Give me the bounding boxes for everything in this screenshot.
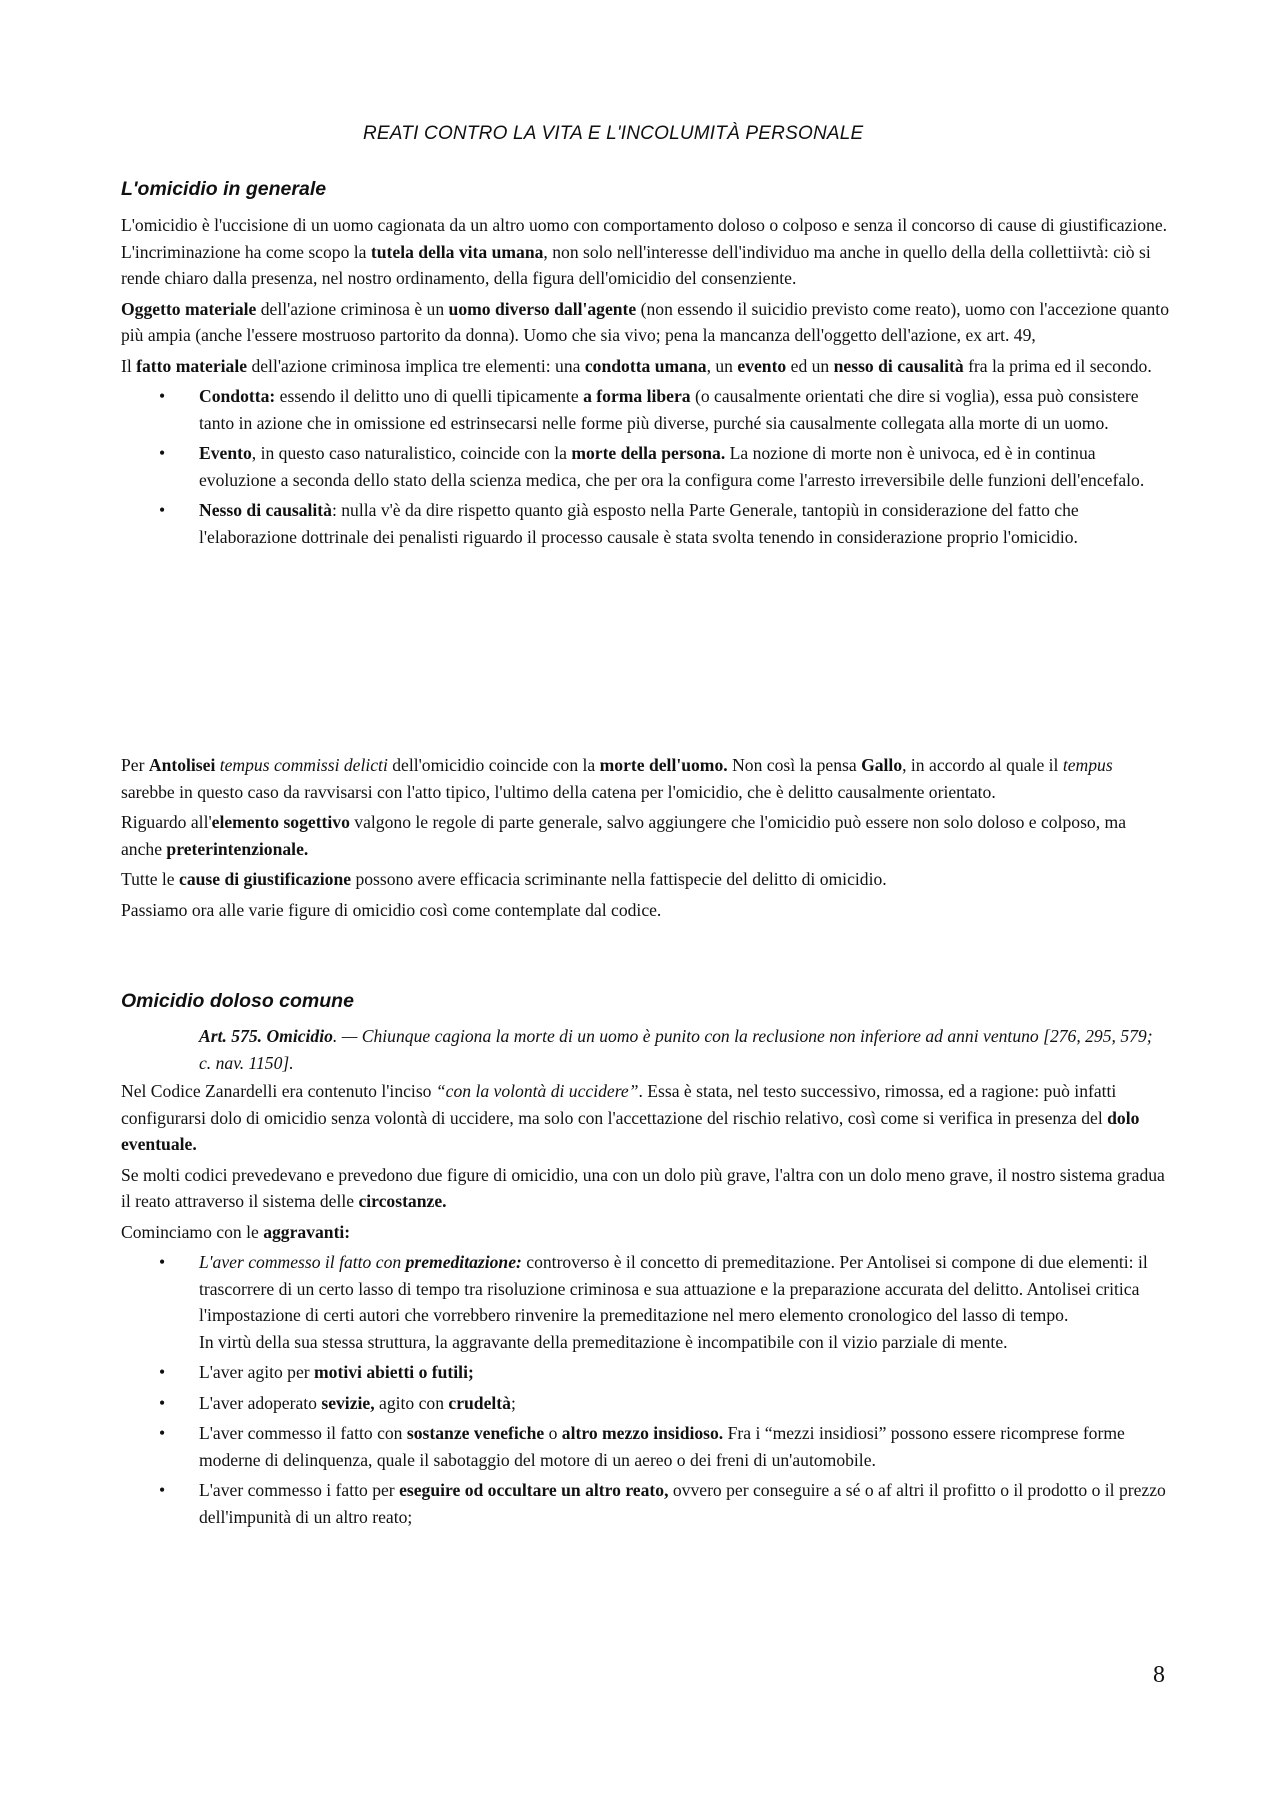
paragraph — [121, 809, 1169, 862]
list-item — [121, 497, 1169, 550]
list-item — [121, 1249, 1169, 1355]
section-general-body — [121, 212, 1169, 554]
running-head: REATI CONTRO LA VITA E L'INCOLUMITÀ PERSONALE — [363, 123, 864, 144]
text-run: Oggetto materiale — [121, 298, 257, 319]
text-run: Se molti codici prevedevano e prevedono due figure di omicidio, una con un dolo più grave, l'altra con un dolo meno grave, il nostro sistema gradua il reato attraverso il sistema delle — [121, 1164, 1165, 1211]
text-run: Passiamo ora alle varie figure di omicidio così come contemplate dal codice. — [121, 899, 662, 920]
text-run: L'aver commesso il fatto con — [199, 1423, 407, 1443]
text-run: a forma libera — [583, 386, 691, 406]
list-item — [121, 383, 1169, 436]
text-run: Fra i “mezzi insidiosi” possono essere ricomprese forme moderne di delinquenza, quale il sabotaggio del motore di un aereo o dei freni di un'automobile. — [199, 1423, 1125, 1470]
text-run: fra la prima ed il secondo. — [963, 355, 1152, 376]
text-run: valgono le regole di parte generale, salvo aggiungere che l'omicidio può essere non solo doloso e colposo, ma anche — [121, 812, 1126, 859]
text-run: (non essendo il suicidio previsto come reato), uomo con l'accezione quanto più ampia (anche l'essere mostruoso partorito da donna). Uomo che sia vivo; pena la mancanza dell'oggetto dell'azione, ex art. 49, — [121, 298, 1169, 345]
text-run: L'aver agito per — [199, 1362, 315, 1382]
text-run: Per — [121, 755, 149, 775]
paragraph — [121, 353, 1169, 380]
text-run: ed un — [786, 355, 834, 376]
text-run: Non così la pensa — [727, 755, 862, 775]
text-run: morte della persona. — [571, 443, 726, 463]
text-run: sostanze venefiche — [406, 1423, 545, 1443]
text-run: . Essa è stata, nel testo successivo, rimossa, ed a ragione: può infatti configurarsi dolo di omicidio senza volontà di uccidere, ma solo con l'accettazione del rischio relativo, così come si verifica in presenza del — [121, 1081, 1117, 1128]
text-run: Art. 575. Omicidio — [199, 1026, 333, 1046]
text-run: eseguire od occultare un altro reato, — [399, 1480, 669, 1500]
text-run: circostanze. — [358, 1191, 447, 1211]
text-run: Riguardo all' — [121, 812, 212, 832]
text-run: Condotta: — [199, 386, 276, 406]
text-run: In virtù della sua stessa struttura, la aggravante della premeditazione è incompatibile con il vizio parziale di mente. — [199, 1331, 1008, 1352]
text-run: uomo diverso dall'agente — [448, 298, 637, 319]
text-run: dell'omicidio coincide con la — [387, 755, 600, 775]
text-run: L'aver adoperato — [199, 1392, 322, 1413]
paragraph — [121, 1219, 1169, 1246]
text-run: Tutte le — [121, 869, 180, 889]
text-run: La nozione di morte non è univoca, ed è in continua evoluzione a seconda dello stato della scienza medica, che per ora la configura come l'arresto irreversibile delle funzioni dell'encefalo. — [199, 443, 1145, 490]
text-run: crudeltà — [448, 1392, 511, 1413]
text-run: o — [544, 1423, 562, 1443]
paragraph — [121, 752, 1169, 805]
bullet-list — [121, 383, 1169, 550]
page-number: 8 — [1153, 1662, 1165, 1688]
text-run: morte dell'uomo. — [599, 755, 728, 775]
text-run: controverso è il concetto di premeditazione. Per Antolisei si compone di due elementi: il trascorrere di un certo lasso di tempo tra risoluzione criminosa e sua attuazione e la preparazione accurata del delitto. Antolisei critica l'impostazione di certi autori che vorrebbero rinvenire la premeditazione nel mero elemento cronologico del lasso di tempo. — [199, 1252, 1148, 1325]
text-run: premeditazione: — [405, 1252, 522, 1272]
list-item — [121, 1477, 1169, 1530]
document-page — [121, 0, 1169, 1811]
text-run: Cominciamo con le — [121, 1221, 264, 1242]
text-run: “con la volontà di uccidere” — [435, 1081, 639, 1101]
text-run: evento — [737, 355, 787, 376]
text-run: motivi abietti o futili; — [314, 1362, 474, 1382]
text-run: Evento — [199, 443, 252, 463]
text-run: aggravanti: — [263, 1221, 351, 1242]
text-run: dolo eventuale. — [121, 1107, 1140, 1154]
text-run: ; — [510, 1392, 516, 1413]
text-run: Il — [121, 355, 137, 376]
text-run: elemento sogettivo — [211, 812, 350, 832]
text-run: dell'azione criminosa è un — [256, 298, 449, 319]
text-run: Antolisei — [148, 755, 216, 775]
text-run: nesso di causalità — [833, 355, 964, 376]
bullet-list-aggravanti — [121, 1249, 1169, 1530]
text-run: , in accordo al quale il — [902, 755, 1063, 775]
paragraph — [121, 897, 1169, 924]
text-run: tutela della vita umana — [370, 241, 544, 262]
paragraph — [121, 1162, 1169, 1215]
text-run: tempus commissi delicti — [219, 755, 388, 775]
text-run: Nel Codice Zanardelli era contenuto l'inciso — [121, 1081, 436, 1101]
list-item — [121, 440, 1169, 493]
text-run: , un — [706, 355, 738, 376]
article-quote — [121, 1023, 1169, 1076]
text-run: tempus — [1062, 755, 1113, 775]
text-run: essendo il delitto uno di quelli tipicamente — [275, 386, 584, 406]
list-item — [121, 1359, 1169, 1386]
paragraph — [121, 1078, 1169, 1158]
text-run — [406, 1252, 522, 1272]
text-run: : nulla v'è da dire rispetto quanto già esposto nella Parte Generale, tantopiù in considerazione del fatto che l'elaborazione dottrinale dei penalisti riguardo il processo causale è stata svolta tenendo in considerazione proprio l'omicidio. — [199, 500, 1079, 547]
text-run: L'aver commesso il fatto con — [199, 1252, 406, 1272]
text-run: sevizie, — [321, 1392, 375, 1413]
list-item — [121, 1420, 1169, 1473]
text-run: preterintenzionale. — [166, 838, 309, 859]
text-run: (o causalmente orientati che dire si voglia), essa può consistere tanto in azione che in omissione ed estrinsecarsi nelle forme più diverse, purché sia causalmente collegata alla morte di un uomo. — [199, 386, 1139, 433]
text-run: possono avere efficacia scriminante nella fattispecie del delitto di omicidio. — [351, 869, 887, 889]
text-run: Gallo — [861, 755, 903, 775]
text-run: altro mezzo insidioso. — [561, 1423, 724, 1443]
text-run: condotta umana — [584, 355, 707, 376]
paragraph — [121, 212, 1169, 292]
section-general-body-2 — [121, 752, 1169, 927]
section-heading-omicidio-generale: L'omicidio in generale — [121, 178, 327, 200]
section-doloso-body — [121, 1023, 1169, 1534]
text-run: L'omicidio è l'uccisione di un uomo cagionata da un altro uomo con comportamento doloso o colposo e senza il concorso di cause di giustificazione. L'incriminazione ha come scopo la — [121, 215, 1168, 262]
list-item — [121, 1390, 1169, 1417]
text-run: Nesso di causalità — [199, 500, 332, 520]
text-run: L'aver commesso i fatto per — [199, 1480, 400, 1500]
text-run: sarebbe in questo caso da ravvisarsi con l'atto tipico, l'ultimo della catena per l'omicidio, che è delitto causalmente orientato. — [121, 781, 996, 802]
text-run: agito con — [374, 1392, 449, 1413]
section-heading-omicidio-doloso: Omicidio doloso comune — [121, 990, 354, 1012]
text-run: , non solo nell'interesse dell'individuo ma anche in quello della della collettiivtà: ciò si rende chiaro dalla presenza, nel nostro ordinamento, della figura dell'omicidio del consenziente. — [121, 241, 1151, 288]
text-run: cause di giustificazione — [179, 869, 352, 889]
text-run: . — Chiunque cagiona la morte di un uomo è punito con la reclusione non inferiore ad anni ventuno [276, 295, 579; c. nav. 1150]. — [199, 1026, 1153, 1073]
text-run: fatto materiale — [136, 355, 248, 376]
text-run: dell'azione criminosa implica tre elementi: una — [247, 355, 585, 376]
paragraph — [121, 866, 1169, 893]
text-run: ovvero per conseguire a sé o af altri il profitto o il prodotto o il prezzo dell'impunità di un altro reato; — [199, 1480, 1166, 1527]
text-run: , in questo caso naturalistico, coincide con la — [251, 443, 572, 463]
paragraph — [121, 296, 1169, 349]
